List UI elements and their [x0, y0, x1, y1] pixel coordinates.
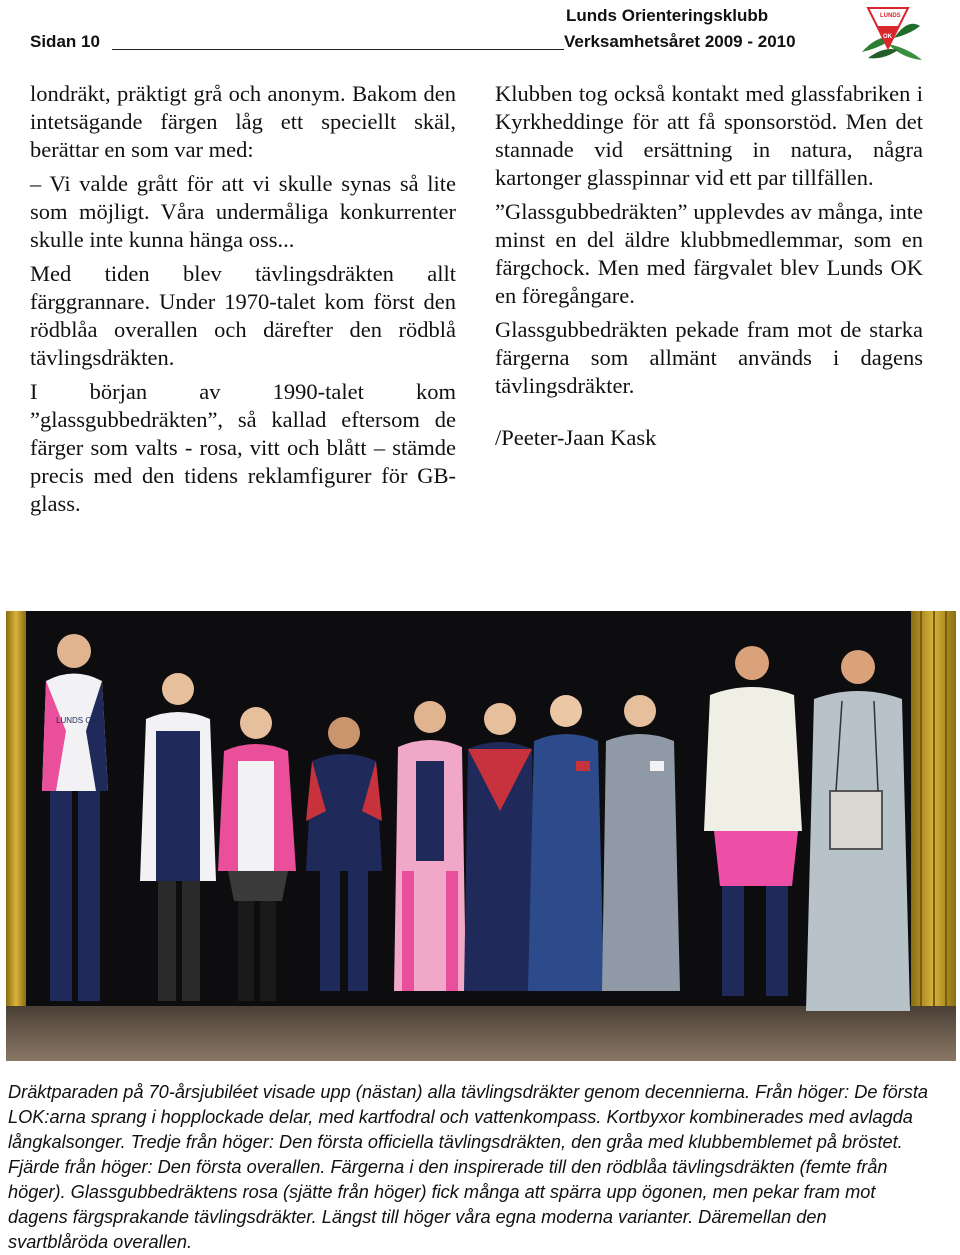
group-photo — [6, 611, 956, 1061]
paragraph: I början av 1990-talet kom ”glassgubbedräkten”, så kallad eftersom de färger som valts - rosa, vitt och blått – stämde precis med den tidens reklamfigurer för GB-glass. — [30, 379, 456, 516]
header-rule — [112, 49, 564, 50]
club-logo — [858, 4, 924, 62]
page-header — [0, 0, 960, 70]
photo-illustration — [6, 611, 956, 1061]
logo-text-bottom: OK — [883, 34, 892, 40]
logo-text-top: LUNDS — [880, 13, 901, 19]
article-left-column — [30, 80, 456, 524]
article-right-column — [495, 80, 923, 458]
photo-caption: Dräktparaden på 70-årsjubiléet visade upp (nästan) alla tävlingsdräkter genom decennierna. Från höger: De första LOK:arna sprang i hopplockade delar, med kartfodral och vattenkompass. Kortbyxor kombinerades med avlagda långkalsonger. Tredje från höger: Den första officiella tävlingsdräkten, den gråa med klubbemblemet på bröstet. Fjärde från höger: Den första overallen. Färgerna i den inspirerade till den rödblåa tävlingsdräkten (femte från höger). Glassgubbedräktens rosa (sjätte från höger) fick många att spärra upp ögonen, men pekar fram mot dagens färgsprakande tävlingsdräkter. Längst till höger våra egna moderna varianter. Däremellan den svartblåröda overallen. — [8, 1082, 929, 1252]
curtain-left — [6, 611, 26, 1031]
stage-floor — [6, 1006, 956, 1061]
club-name: Lunds Orienteringsklubb — [566, 6, 769, 25]
shirt-text: LUNDS OK — [162, 734, 198, 741]
paragraph: Klubben tog också kontakt med glassfabriken i Kyrkheddinge för att få sponsorstöd. Men det stannade vid ersättning in natura, några kartonger glasspinnar vid ett par tillfällen. — [495, 81, 923, 190]
shirt-text: LUNDS OK — [56, 716, 97, 725]
paragraph: Glassgubbedräkten pekade fram mot de starka färgerna som allmänt används i dagens tävlingsdräkter. — [495, 317, 923, 398]
paragraph: ”Glassgubbedräkten” upplevdes av många, inte minst en del äldre klubbmedlemmar, som en färgchock. Men med färgvalet blev Lunds OK en föregångare. — [495, 199, 923, 308]
season-label: Verksamhetsåret 2009 - 2010 — [564, 32, 796, 51]
paragraph: londräkt, präktigt grå och anonym. Bakom den intetsägande färgen låg ett speciellt skäl, berättar en som var med: — [30, 81, 456, 162]
page-number: Sidan 10 — [30, 32, 100, 51]
person-5 — [394, 701, 466, 991]
person-8 — [602, 695, 680, 991]
person-7 — [528, 695, 604, 991]
paragraph: Med tiden blev tävlingsdräkten allt färggrannare. Under 1970-talet kom först den rödblåa overallen och därefter den rödblå tävlingsdräkten. — [30, 261, 456, 370]
author-signature: /Peeter-Jaan Kask — [495, 425, 657, 450]
person-10 — [806, 650, 910, 1011]
paragraph: – Vi valde grått för att vi skulle synas så lite som möjligt. Våra undermåliga konkurrenter skulle inte kunna hänga oss... — [30, 171, 456, 252]
